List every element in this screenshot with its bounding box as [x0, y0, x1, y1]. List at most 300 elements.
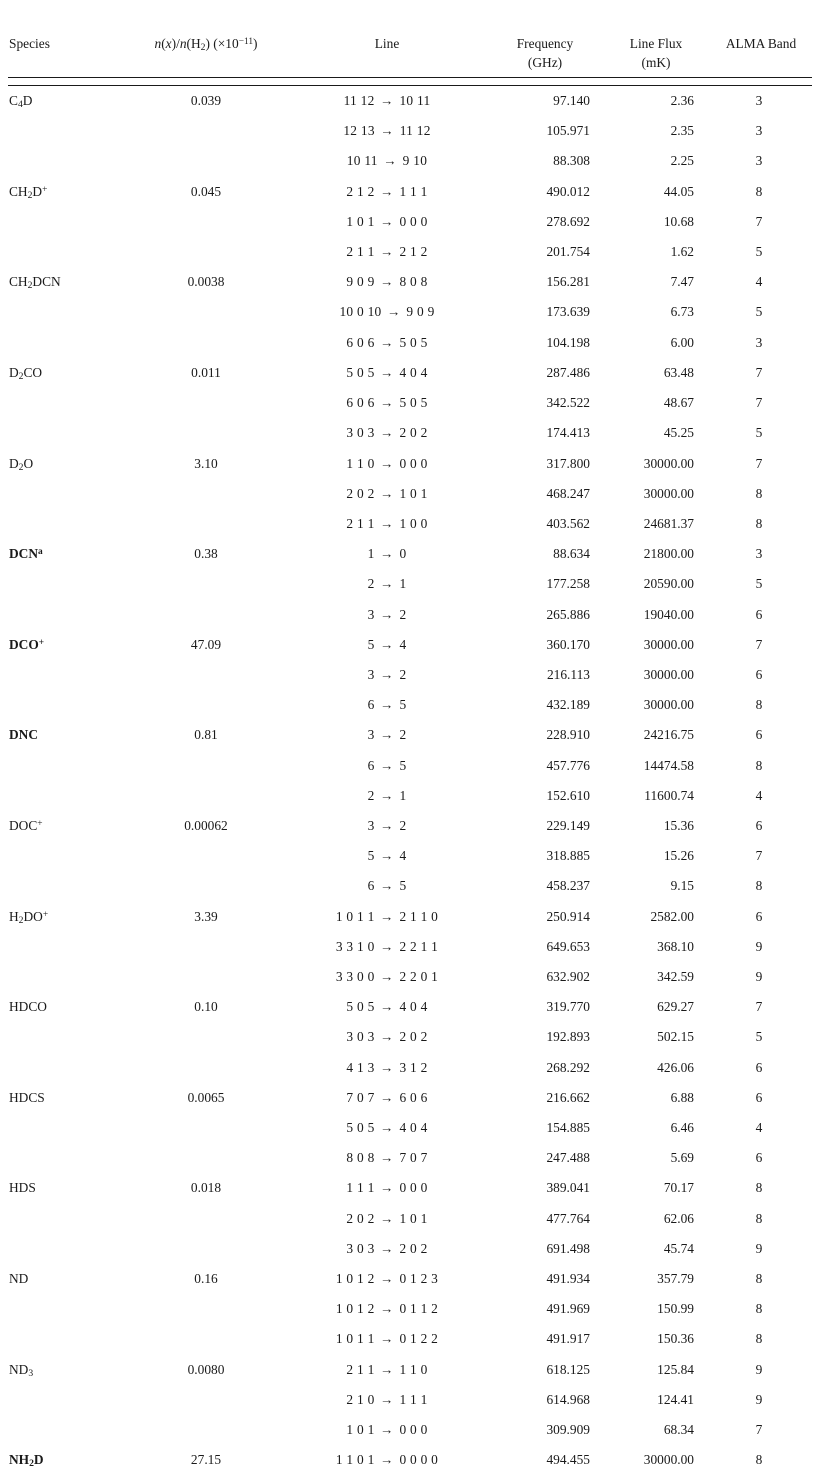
line-flux-value: 70.17: [663, 1180, 694, 1196]
table-row: [8, 1143, 812, 1173]
alma-band-value: 6: [755, 908, 763, 924]
abundance-value: 0.011: [191, 364, 221, 380]
line-flux-value: 1.62: [670, 244, 694, 260]
table-row: [8, 237, 812, 267]
frequency-value: 457.776: [546, 757, 590, 773]
table-row: [8, 1173, 812, 1203]
species-name-empty: [8, 328, 130, 358]
line-flux-value: 6.88: [670, 1089, 694, 1105]
line-flux-value: 48.67: [663, 395, 694, 411]
frequency-value: 88.634: [553, 546, 590, 562]
line-flux-value: 629.27: [657, 999, 694, 1015]
species-name-empty: [8, 1234, 130, 1264]
frequency-value: 490.012: [546, 183, 590, 199]
species-name-empty: [8, 751, 130, 781]
alma-band-value: 8: [755, 1180, 763, 1196]
species-name-empty: [8, 509, 130, 539]
line-flux-header-title: Line Flux: [629, 36, 683, 51]
line-flux-value: 5.69: [670, 1150, 694, 1166]
table-row: [8, 177, 812, 207]
table-row: [8, 600, 812, 630]
line-transition: 3 → 2: [367, 727, 407, 743]
alma-band-value: 4: [755, 274, 763, 290]
column-header-abundance: $n(x)/n(H_2)$ $(\times 10^{-11})$: [154, 36, 258, 54]
frequency-value: 268.292: [546, 1059, 590, 1075]
species-name: DOC+: [9, 817, 43, 833]
abundance-value-empty: [130, 781, 282, 811]
species-name-empty: [8, 297, 130, 327]
alma-band-value: 6: [755, 606, 763, 622]
line-flux-value: 45.74: [663, 1240, 694, 1256]
table-row: [8, 660, 812, 690]
species-name: $ND_3$: [9, 1361, 34, 1379]
table-row: [8, 630, 812, 660]
line-flux-value: 19040.00: [643, 606, 694, 622]
line-transition: 3 → 2: [367, 606, 407, 622]
abundance-value-empty: [130, 690, 282, 720]
abundance-value-empty: [130, 932, 282, 962]
line-transition: 3 3 0 0 → 2 2 0 1: [335, 968, 439, 984]
line-transition: 2 1 0 → 1 1 1: [346, 1391, 428, 1407]
alma-band-value: 3: [755, 123, 763, 139]
abundance-value-empty: [130, 1294, 282, 1324]
line-flux-value: 21800.00: [643, 546, 694, 562]
species-name: HDCS: [9, 1089, 45, 1105]
line-flux-value: 30000.00: [643, 697, 694, 713]
species-name: ND: [9, 1270, 29, 1286]
frequency-value: 192.893: [546, 1029, 590, 1045]
species-name: $C_4D$: [9, 93, 33, 111]
line-flux-value: 7.47: [670, 274, 694, 290]
abundance-value-empty: [130, 237, 282, 267]
frequency-value: 458.237: [546, 878, 590, 894]
line-flux-value: 10.68: [663, 213, 694, 229]
line-flux-value: 30000.00: [643, 485, 694, 501]
line-flux-value: 2582.00: [650, 908, 694, 924]
line-flux-value: 342.59: [657, 968, 694, 984]
table-row: [8, 388, 812, 418]
frequency-value: 216.662: [546, 1089, 590, 1105]
alma-band-value: 7: [755, 455, 763, 471]
abundance-value: 0.0038: [187, 274, 225, 290]
alma-band-value: 8: [755, 1301, 763, 1317]
table-row: [8, 86, 812, 116]
line-transition: 3 → 2: [367, 666, 407, 682]
line-transition: 1 1 1 → 0 0 0: [346, 1180, 428, 1196]
alma-band-value: 8: [755, 1270, 763, 1286]
frequency-value: 389.041: [546, 1180, 590, 1196]
frequency-value: 88.308: [553, 153, 590, 169]
abundance-value: 0.81: [194, 727, 218, 743]
table-row: [8, 992, 812, 1022]
species-name-empty: [8, 932, 130, 962]
frequency-value: 618.125: [546, 1361, 590, 1377]
table-row: [8, 751, 812, 781]
line-transition: 2 1 1 → 1 0 0: [346, 515, 428, 531]
alma-band-value: 7: [755, 999, 763, 1015]
table-row: [8, 841, 812, 871]
abundance-value-empty: [130, 479, 282, 509]
line-transition: 2 0 2 → 1 0 1: [346, 485, 428, 501]
species-name-empty: [8, 871, 130, 901]
line-transition: 6 → 5: [367, 697, 407, 713]
species-name-empty: [8, 841, 130, 871]
abundance-value-empty: [130, 841, 282, 871]
frequency-value: 491.934: [546, 1270, 590, 1286]
abundance-value-empty: [130, 116, 282, 146]
line-transition: 5 0 5 → 4 0 4: [346, 364, 428, 380]
abundance-value: 0.039: [190, 93, 222, 109]
table-row: [8, 267, 812, 297]
table-row: [8, 569, 812, 599]
frequency-value: 152.610: [546, 787, 590, 803]
frequency-value: 229.149: [546, 817, 590, 833]
species-name-empty: [8, 388, 130, 418]
line-flux-value: 2.35: [670, 123, 694, 139]
alma-band-value: 3: [755, 334, 763, 350]
alma-band-value: 6: [755, 1150, 763, 1166]
abundance-value-empty: [130, 509, 282, 539]
alma-band-value: 6: [755, 1059, 763, 1075]
species-name-empty: [8, 1294, 130, 1324]
frequency-value: 174.413: [546, 425, 590, 441]
header-rule-row: [8, 74, 812, 86]
species-name-empty: [8, 1143, 130, 1173]
table-row: [8, 297, 812, 327]
table-row: [8, 1264, 812, 1294]
alma-band-value: 8: [755, 757, 763, 773]
species-name: $D_2O$: [9, 455, 34, 473]
species-name-empty: [8, 1385, 130, 1415]
species-name: $D_2CO$: [9, 364, 43, 382]
species-name-empty: [8, 237, 130, 267]
table-body: [8, 86, 812, 1475]
line-transition: 6 0 6 → 5 0 5: [346, 334, 428, 350]
frequency-value: 432.189: [546, 697, 590, 713]
table-row: [8, 1355, 812, 1385]
line-transition: 1 0 1 2 → 0 1 1 2: [335, 1301, 439, 1317]
frequency-value: 228.910: [546, 727, 590, 743]
table-row: [8, 539, 812, 569]
frequency-value: 287.486: [546, 364, 590, 380]
line-flux-value: 357.79: [657, 1270, 694, 1286]
species-name-empty: [8, 146, 130, 176]
alma-band-value: 8: [755, 183, 763, 199]
frequency-value: 250.914: [546, 908, 590, 924]
species-name: $CH_2DCN$: [9, 274, 61, 292]
frequency-value: 342.522: [546, 395, 590, 411]
header-double-rule: [8, 74, 812, 86]
line-flux-value: 2.25: [670, 153, 694, 169]
line-flux-value: 30000.00: [643, 666, 694, 682]
frequency-value: 156.281: [546, 274, 590, 290]
frequency-value: 278.692: [546, 213, 590, 229]
alma-band-value: 6: [755, 666, 763, 682]
abundance-value-empty: [130, 1324, 282, 1354]
line-transition: 10 0 10 → 9 0 9: [339, 304, 435, 320]
alma-band-value: 9: [755, 1361, 763, 1377]
species-name-empty: [8, 418, 130, 448]
alma-band-value: 6: [755, 1089, 763, 1105]
alma-band-value: 3: [755, 153, 763, 169]
line-flux-value: 14474.58: [643, 757, 694, 773]
abundance-value-empty: [130, 1022, 282, 1052]
line-flux-value: 30000.00: [643, 636, 694, 652]
line-flux-value: 62.06: [663, 1210, 694, 1226]
line-transition: 9 0 9 → 8 0 8: [346, 274, 428, 290]
species-name-empty: [8, 660, 130, 690]
line-flux-value: 45.25: [663, 425, 694, 441]
frequency-value: 154.885: [546, 1119, 590, 1135]
line-transition: 7 0 7 → 6 0 6: [346, 1089, 428, 1105]
table-row: [8, 1204, 812, 1234]
alma-band-value: 9: [755, 1240, 763, 1256]
line-flux-value: 6.46: [670, 1119, 694, 1135]
alma-band-value: 6: [755, 727, 763, 743]
species-name-empty: [8, 479, 130, 509]
frequency-value: 177.258: [546, 576, 590, 592]
table-row: [8, 871, 812, 901]
species-name-empty: [8, 1022, 130, 1052]
table-row: [8, 1324, 812, 1354]
line-transition: 5 → 4: [367, 636, 407, 652]
line-flux-value: 15.36: [663, 817, 694, 833]
alma-band-value: 9: [755, 938, 763, 954]
frequency-value: 265.886: [546, 606, 590, 622]
table-row: [8, 1234, 812, 1264]
line-transition: 6 → 5: [367, 757, 407, 773]
line-transition: 1 → 0: [367, 546, 407, 562]
line-flux-value: 24216.75: [643, 727, 694, 743]
table-row: [8, 690, 812, 720]
line-transition: 1 0 1 1 → 0 1 2 2: [335, 1331, 439, 1347]
table-row: [8, 1445, 812, 1475]
abundance-value: 47.09: [190, 636, 222, 652]
frequency-value: 494.455: [546, 1452, 590, 1468]
frequency-value: 319.770: [546, 999, 590, 1015]
line-flux-value: 150.36: [657, 1331, 694, 1347]
table-header: [8, 34, 812, 86]
frequency-value: 97.140: [553, 93, 590, 109]
line-flux-value: 44.05: [663, 183, 694, 199]
line-transition: 6 → 5: [367, 878, 407, 894]
abundance-value: 27.15: [190, 1452, 222, 1468]
line-flux-value: 30000.00: [643, 455, 694, 471]
alma-band-value: 5: [755, 576, 763, 592]
alma-band-value: 5: [755, 304, 763, 320]
column-header-frequency: [492, 34, 604, 74]
species-name-empty: [8, 600, 130, 630]
frequency-value: 318.885: [546, 848, 590, 864]
table-row: [8, 962, 812, 992]
species-name: HDCO: [9, 999, 47, 1015]
abundance-value-empty: [130, 328, 282, 358]
table-row: [8, 418, 812, 448]
abundance-value: 0.0080: [187, 1361, 225, 1377]
column-header-line-flux: [604, 34, 712, 74]
species-name: $H_2DO^+$: [9, 908, 49, 926]
line-flux-value: 125.84: [657, 1361, 694, 1377]
alma-band-value: 8: [755, 878, 763, 894]
frequency-value: 403.562: [546, 515, 590, 531]
species-name-empty: [8, 962, 130, 992]
abundance-value: 0.16: [194, 1270, 218, 1286]
table-row: [8, 1415, 812, 1445]
alma-band-value: 8: [755, 485, 763, 501]
alma-band-value: 8: [755, 697, 763, 713]
line-flux-value: 124.41: [657, 1391, 694, 1407]
table-row: [8, 1083, 812, 1113]
abundance-value: 3.39: [194, 908, 218, 924]
frequency-value: 477.764: [546, 1210, 590, 1226]
table-row: [8, 1113, 812, 1143]
line-flux-header-unit: (mK): [641, 55, 671, 71]
line-transition: 2 → 1: [367, 576, 407, 592]
line-transition: 3 0 3 → 2 0 2: [346, 425, 428, 441]
species-name: HDS: [9, 1180, 36, 1196]
line-transition: 3 3 1 0 → 2 2 1 1: [335, 938, 439, 954]
abundance-value-empty: [130, 751, 282, 781]
alma-band-value: 7: [755, 213, 763, 229]
frequency-value: 309.909: [546, 1422, 590, 1437]
line-transition: 8 0 8 → 7 0 7: [346, 1150, 428, 1166]
abundance-value: 0.045: [190, 183, 222, 199]
abundance-value-empty: [130, 1234, 282, 1264]
species-name-empty: [8, 207, 130, 237]
line-flux-value: 15.26: [663, 848, 694, 864]
frequency-header-title: Frequency: [516, 36, 574, 51]
alma-band-value: 7: [755, 1422, 763, 1437]
frequency-value: 201.754: [546, 244, 590, 260]
table-row: [8, 479, 812, 509]
table-row: [8, 358, 812, 388]
alma-band-value: 7: [755, 395, 763, 411]
alma-band-value: 4: [755, 787, 763, 803]
abundance-value-empty: [130, 146, 282, 176]
line-flux-value: 6.00: [670, 334, 694, 350]
abundance-value: 0.38: [194, 546, 218, 562]
abundance-value-empty: [130, 1053, 282, 1083]
table-row: [8, 1294, 812, 1324]
line-flux-value: 368.10: [657, 938, 694, 954]
line-transition: 2 1 2 → 1 1 1: [346, 183, 428, 199]
line-transition: 2 1 1 → 2 1 2: [346, 244, 428, 260]
frequency-value: 105.971: [546, 123, 590, 139]
species-name-empty: [8, 1053, 130, 1083]
abundance-value-empty: [130, 1143, 282, 1173]
line-transition: 3 0 3 → 2 0 2: [346, 1029, 428, 1045]
line-flux-value: 150.99: [657, 1301, 694, 1317]
line-flux-value: 426.06: [657, 1059, 694, 1075]
table-row: [8, 116, 812, 146]
alma-band-value: 3: [755, 546, 763, 562]
header-row: [8, 34, 812, 74]
line-flux-value: 68.34: [663, 1422, 694, 1437]
line-transition: 12 13 → 11 12: [343, 123, 431, 139]
abundance-value-empty: [130, 1204, 282, 1234]
line-transition: 1 0 1 → 0 0 0: [346, 1422, 428, 1437]
alma-band-value: 5: [755, 244, 763, 260]
frequency-value: 614.968: [546, 1391, 590, 1407]
frequency-value: 691.498: [546, 1240, 590, 1256]
species-name-empty: [8, 1324, 130, 1354]
line-transition: 4 1 3 → 3 1 2: [346, 1059, 428, 1075]
alma-band-value: 8: [755, 1331, 763, 1347]
abundance-value-empty: [130, 207, 282, 237]
abundance-value-empty: [130, 660, 282, 690]
line-flux-value: 11600.74: [644, 787, 694, 803]
line-transition: 1 0 1 2 → 0 1 2 3: [335, 1270, 439, 1286]
frequency-value: 468.247: [546, 485, 590, 501]
column-header-alma-band: ALMA Band: [725, 36, 797, 51]
table-row: [8, 146, 812, 176]
abundance-value-empty: [130, 418, 282, 448]
frequency-value: 360.170: [546, 636, 590, 652]
column-header-species: Species: [9, 36, 50, 51]
line-transition: 1 1 0 1 → 0 0 0 0: [335, 1452, 439, 1468]
table-row: [8, 720, 812, 750]
table-row: [8, 1022, 812, 1052]
table-row: [8, 932, 812, 962]
table-row: [8, 1053, 812, 1083]
line-flux-value: 9.15: [670, 878, 694, 894]
frequency-value: 216.113: [546, 666, 590, 682]
frequency-header-unit: (GHz): [527, 55, 563, 71]
line-flux-value: 6.73: [670, 304, 694, 320]
species-name-empty: [8, 690, 130, 720]
abundance-value-empty: [130, 962, 282, 992]
abundance-value-empty: [130, 1385, 282, 1415]
abundance-value-empty: [130, 1113, 282, 1143]
table-row: [8, 207, 812, 237]
abundance-value: 0.0065: [187, 1089, 225, 1105]
species-name-empty: [8, 1415, 130, 1445]
frequency-value: 632.902: [546, 968, 590, 984]
line-transition: 2 1 1 → 1 1 0: [346, 1361, 428, 1377]
species-name-empty: [8, 781, 130, 811]
alma-band-value: 5: [755, 1029, 763, 1045]
frequency-value: 317.800: [546, 455, 590, 471]
alma-band-value: 5: [755, 425, 763, 441]
abundance-value-empty: [130, 297, 282, 327]
line-flux-value: 20590.00: [643, 576, 694, 592]
table-row: [8, 449, 812, 479]
line-transition: 3 0 3 → 2 0 2: [346, 1240, 428, 1256]
frequency-value: 649.653: [546, 938, 590, 954]
line-transition: 2 → 1: [367, 787, 407, 803]
species-name: $NH_2D$: [9, 1452, 44, 1470]
line-transition: 1 0 1 1 → 2 1 1 0: [335, 908, 439, 924]
abundance-value-empty: [130, 388, 282, 418]
spectral-line-table: [8, 34, 812, 1475]
line-flux-value: 2.36: [670, 93, 694, 109]
abundance-value: 3.10: [194, 455, 218, 471]
column-header-line: Line: [374, 36, 400, 51]
line-transition: 6 0 6 → 5 0 5: [346, 395, 428, 411]
line-flux-value: 30000.00: [643, 1452, 694, 1468]
alma-band-value: 7: [755, 636, 763, 652]
alma-band-value: 8: [755, 515, 763, 531]
frequency-value: 491.917: [546, 1331, 590, 1347]
table-row: [8, 328, 812, 358]
abundance-value: 0.10: [194, 999, 218, 1015]
alma-band-value: 8: [755, 1452, 763, 1468]
frequency-value: 247.488: [546, 1150, 590, 1166]
species-name: $CH_2D^+$: [9, 183, 48, 201]
species-name: DNC: [9, 727, 39, 743]
line-transition: 5 0 5 → 4 0 4: [346, 1119, 428, 1135]
alma-band-value: 4: [755, 1119, 763, 1135]
